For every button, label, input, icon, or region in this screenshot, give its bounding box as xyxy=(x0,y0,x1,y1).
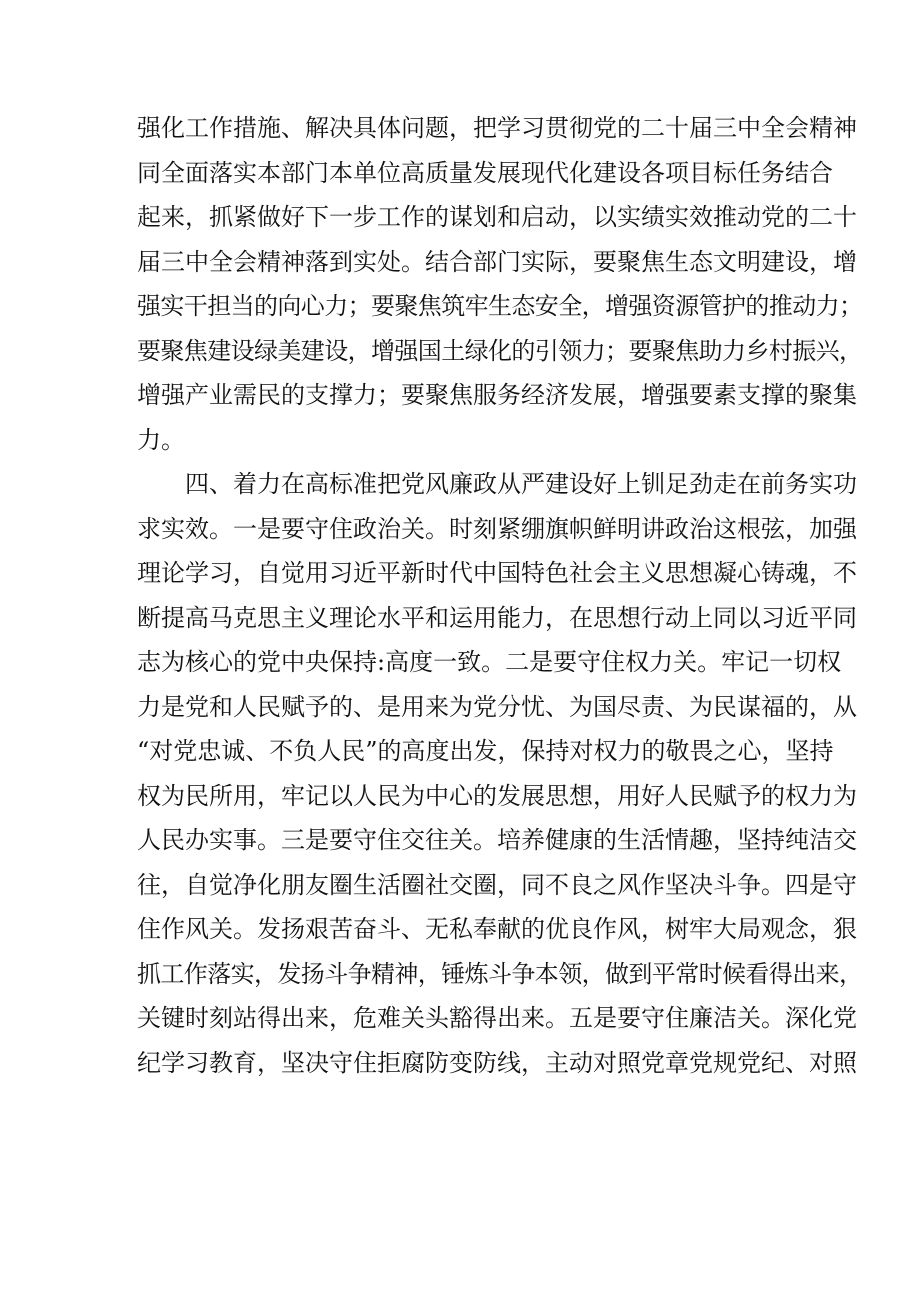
text-line: 关键时刻站得出来，危难关头豁得出来。五是要守住廉洁关。深化党 xyxy=(137,1004,857,1032)
text-line: 住作风关。发扬艰苦奋斗、无私奉献的优良作风，树牢大局观念，狠 xyxy=(137,915,857,943)
text-line: 强化工作措施、解决具体问题，把学习贯彻党的二十届三中全会精神 xyxy=(137,114,857,142)
text-line: “对党忠诚、不负人民”的高度出发，保持对权力的敬畏之心，坚持 xyxy=(137,737,834,765)
text-line: 理论学习，自觉用习近平新时代中国特色社会主义思想凝心铸魂，不 xyxy=(137,559,857,587)
text-line: 人民办实事。三是要守住交往关。培养健康的生活情趣，坚持纯洁交 xyxy=(137,826,857,854)
text-line: 强实干担当的向心力；要聚焦筑牢生态安全，增强资源管护的推动力； xyxy=(137,292,863,320)
text-line: 起来，抓紧做好下一步工作的谋划和启动，以实绩实效推动党的二十 xyxy=(137,203,857,231)
text-line: 断提高马克思主义理论水平和运用能力，在思想行动上同以习近平同 xyxy=(137,603,857,632)
text-line: 志为核心的党中央保持:高度一致。二是要守住权力关。牢记一切权 xyxy=(137,648,842,676)
text-line: 届三中全会精神落到实处。结合部门实际，要聚焦生态文明建设，增 xyxy=(137,247,857,276)
text-line: 力是党和人民赋予的、是用来为党分忧、为国尽责、为民谋福的，从 xyxy=(137,692,857,721)
text-line: 同全面落实本部门本单位高质量发展现代化建设各项目标任务结合 xyxy=(137,158,833,187)
text-line: 抓工作落实，发扬斗争精神，锤炼斗争本领，做到平常时候看得出来， xyxy=(137,959,863,988)
text-line: 纪学习教育，坚决守住拒腐防变防线，主动对照党章党规党纪、对照 xyxy=(137,1048,857,1077)
section-heading-line: 四、着力在高标准把党风廉政从严建设好上钏足劲走在前务实功 xyxy=(185,470,857,498)
document-body xyxy=(137,106,863,1085)
text-line: 往，自觉净化朋友圈生活圈社交圈，同不良之风作坚决斗争。四是守 xyxy=(137,870,857,899)
text-line: 要聚焦建设绿美建设，增强国土绿化的引领力；要聚焦助力乡村振兴， xyxy=(137,336,863,365)
text-line: 力。 xyxy=(137,425,185,454)
text-line: 增强产业需民的支撑力；要聚焦服务经济发展，增强要素支撑的聚集 xyxy=(137,381,857,409)
text-line: 求实效。一是要守住政治关。时刻紧绷旗帜鲜明讲政治这根弦，加强 xyxy=(137,514,857,543)
text-line: 权为民所用，牢记以人民为中心的发展思想，用好人民赋予的权力为 xyxy=(137,781,857,810)
